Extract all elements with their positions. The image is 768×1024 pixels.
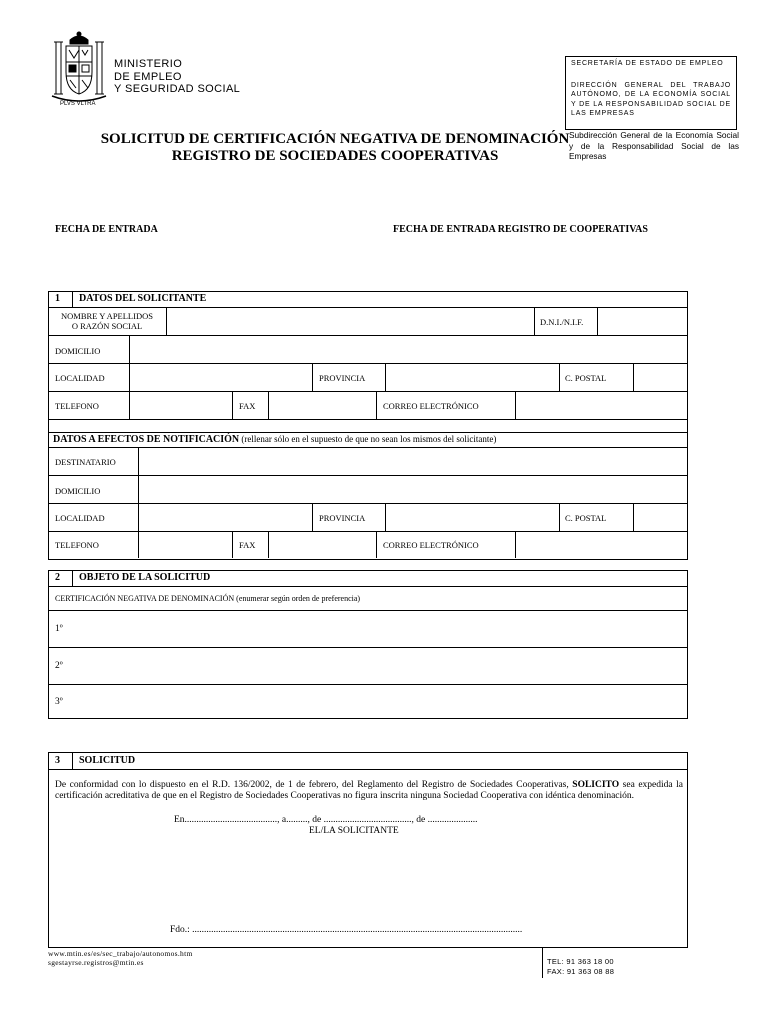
row-spacer bbox=[49, 419, 687, 432]
row-telefono bbox=[49, 391, 687, 419]
direccion-text: DIRECCIÓN GENERAL DEL TRABAJO AUTÓNOMO, DE LA ECONOMÍA SOCIAL Y DE LA RESPONSABILIDAD SOCIAL DE LAS EMPRESAS bbox=[571, 81, 731, 117]
title-line-2: REGISTRO DE SOCIEDADES COOPERATIVAS bbox=[171, 148, 499, 164]
cpostal-label: C. POSTAL bbox=[565, 373, 607, 383]
subdireccion-text: Subdirección General de la Economía Social y de la Responsabilidad Social de las Empresas bbox=[569, 130, 739, 161]
section-1-header bbox=[49, 292, 687, 307]
title-line-1: SOLICITUD DE CERTIFICACIÓN NEGATIVA DE DENOMINACIÓN bbox=[100, 131, 570, 147]
solicitud-paragraph bbox=[55, 780, 683, 802]
signature-line[interactable]: Fdo.: ........................................................................................................................................... bbox=[170, 925, 523, 935]
svg-text:PLVS VLTRA: PLVS VLTRA bbox=[60, 101, 96, 107]
solicitante-label: EL/LA SOLICITANTE bbox=[309, 826, 399, 836]
option-1-field[interactable] bbox=[49, 610, 687, 647]
destinatario-field[interactable] bbox=[138, 448, 139, 475]
section-3-header bbox=[49, 753, 687, 769]
row-destinatario bbox=[49, 447, 687, 475]
destinatario-label: DESTINATARIO bbox=[55, 457, 116, 467]
row-domicilio bbox=[49, 335, 687, 363]
ministry-name bbox=[114, 58, 240, 96]
fax-text: FAX: 91 363 08 88 bbox=[547, 967, 615, 976]
section-2-title: OBJETO DE LA SOLICITUD bbox=[79, 572, 211, 583]
option-2-label: 2º bbox=[55, 661, 63, 671]
section-2-box bbox=[48, 570, 688, 719]
notif-domicilio-field[interactable] bbox=[138, 476, 139, 503]
solicitud-body bbox=[49, 769, 687, 947]
secretaria-box bbox=[565, 56, 737, 130]
fecha-entrada-label: FECHA DE ENTRADA bbox=[55, 224, 158, 235]
tel-text: TEL: 91 363 18 00 bbox=[547, 957, 614, 966]
row-nombre bbox=[49, 307, 687, 335]
coat-of-arms-icon bbox=[48, 30, 110, 108]
row-notif-localidad bbox=[49, 503, 687, 531]
ministry-line-2: DE EMPLEO bbox=[114, 70, 182, 83]
notif-correo-field[interactable] bbox=[515, 532, 516, 558]
correo-field[interactable] bbox=[515, 392, 516, 419]
domicilio-field[interactable] bbox=[129, 336, 130, 363]
notif-cpostal-field[interactable] bbox=[633, 504, 634, 531]
solicitud-text-1: De conformidad con lo dispuesto en el R.D. 136/2002, de 1 de febrero, del Reglamento del Registro de Sociedades Cooperativas, bbox=[55, 780, 573, 790]
option-3-field[interactable] bbox=[49, 684, 687, 718]
secretaria-text: SECRETARÍA DE ESTADO DE EMPLEO bbox=[571, 60, 724, 67]
notif-telefono-field[interactable] bbox=[138, 532, 139, 558]
ministry-line-1: MINISTERIO bbox=[114, 58, 183, 70]
provincia-field[interactable] bbox=[385, 364, 386, 391]
form-title bbox=[90, 131, 580, 165]
section-3-number: 3 bbox=[55, 755, 60, 766]
option-2-field[interactable] bbox=[49, 647, 687, 684]
option-3-label: 3º bbox=[55, 697, 63, 707]
localidad-label: LOCALIDAD bbox=[55, 373, 105, 383]
nombre-label-2: O RAZÓN SOCIAL bbox=[71, 321, 143, 331]
provincia-label: PROVINCIA bbox=[319, 373, 366, 383]
fecha-entrada-registro-label: FECHA DE ENTRADA REGISTRO DE COOPERATIVAS bbox=[393, 224, 648, 235]
web-link[interactable]: www.mtin.es/es/sec_trabajo/autonomos.htm bbox=[48, 949, 193, 958]
localidad-field[interactable] bbox=[129, 364, 130, 391]
certificacion-label: CERTIFICACIÓN NEGATIVA DE DENOMINACIÓN bbox=[55, 594, 235, 603]
row-notif-telefono bbox=[49, 531, 687, 558]
notif-provincia-label: PROVINCIA bbox=[319, 513, 366, 523]
notif-provincia-field[interactable] bbox=[385, 504, 386, 531]
section-3-title: SOLICITUD bbox=[79, 755, 136, 766]
row-certificacion bbox=[49, 586, 687, 610]
telefono-label: TELEFONO bbox=[55, 401, 99, 411]
nombre-label-1: NOMBRE Y APELLIDOS bbox=[61, 311, 153, 321]
row-localidad bbox=[49, 363, 687, 391]
section-1-box bbox=[48, 291, 688, 560]
notificacion-header bbox=[49, 432, 687, 447]
email-link[interactable]: sgestayrse.registros@mtin.es bbox=[48, 958, 144, 967]
notif-localidad-field[interactable] bbox=[138, 504, 139, 531]
notificacion-title: DATOS A EFECTOS DE NOTIFICACIÓN bbox=[53, 434, 240, 445]
notif-fax-label: FAX bbox=[239, 540, 256, 550]
nombre-field[interactable] bbox=[166, 308, 167, 335]
section-3-box bbox=[48, 752, 688, 948]
certificacion-note: (enumerar según orden de preferencia) bbox=[236, 594, 361, 603]
notif-localidad-label: LOCALIDAD bbox=[55, 513, 105, 523]
notificacion-note: (rellenar sólo en el supuesto de que no sean los mismos del solicitante) bbox=[241, 434, 497, 444]
section-1-number: 1 bbox=[55, 293, 60, 304]
fax-field[interactable] bbox=[268, 392, 269, 419]
dni-field[interactable] bbox=[597, 308, 598, 335]
fax-label: FAX bbox=[239, 401, 256, 411]
row-notif-domicilio bbox=[49, 475, 687, 503]
option-1-label: 1º bbox=[55, 624, 63, 634]
telefono-field[interactable] bbox=[129, 392, 130, 419]
notif-fax-field[interactable] bbox=[268, 532, 269, 558]
footer-divider bbox=[542, 948, 543, 978]
notif-cpostal-label: C. POSTAL bbox=[565, 513, 607, 523]
section-2-number: 2 bbox=[55, 572, 60, 583]
solicitud-text-2: sea expedida la certificación acreditativa de que en el Registro de Sociedades Cooperativas no figura inscrita ninguna Sociedad Cooperativa con idéntica denominación. bbox=[55, 780, 683, 801]
dni-label: D.N.I./N.I.F. bbox=[540, 317, 584, 327]
section-1-title: DATOS DEL SOLICITANTE bbox=[79, 293, 207, 304]
domicilio-label: DOMICILIO bbox=[55, 346, 101, 356]
ministry-line-3: Y SEGURIDAD SOCIAL bbox=[114, 83, 241, 95]
solicito-text: SOLICITO bbox=[572, 780, 620, 790]
notif-telefono-label: TELEFONO bbox=[55, 540, 99, 550]
cpostal-field[interactable] bbox=[633, 364, 634, 391]
en-line[interactable]: En......................................., a........., de ....................................., de ..................... bbox=[174, 815, 478, 825]
section-2-header bbox=[49, 571, 687, 586]
notif-correo-label: CORREO ELECTRÓNICO bbox=[383, 540, 479, 550]
correo-label: CORREO ELECTRÓNICO bbox=[383, 401, 479, 411]
notif-domicilio-label: DOMICILIO bbox=[55, 486, 101, 496]
